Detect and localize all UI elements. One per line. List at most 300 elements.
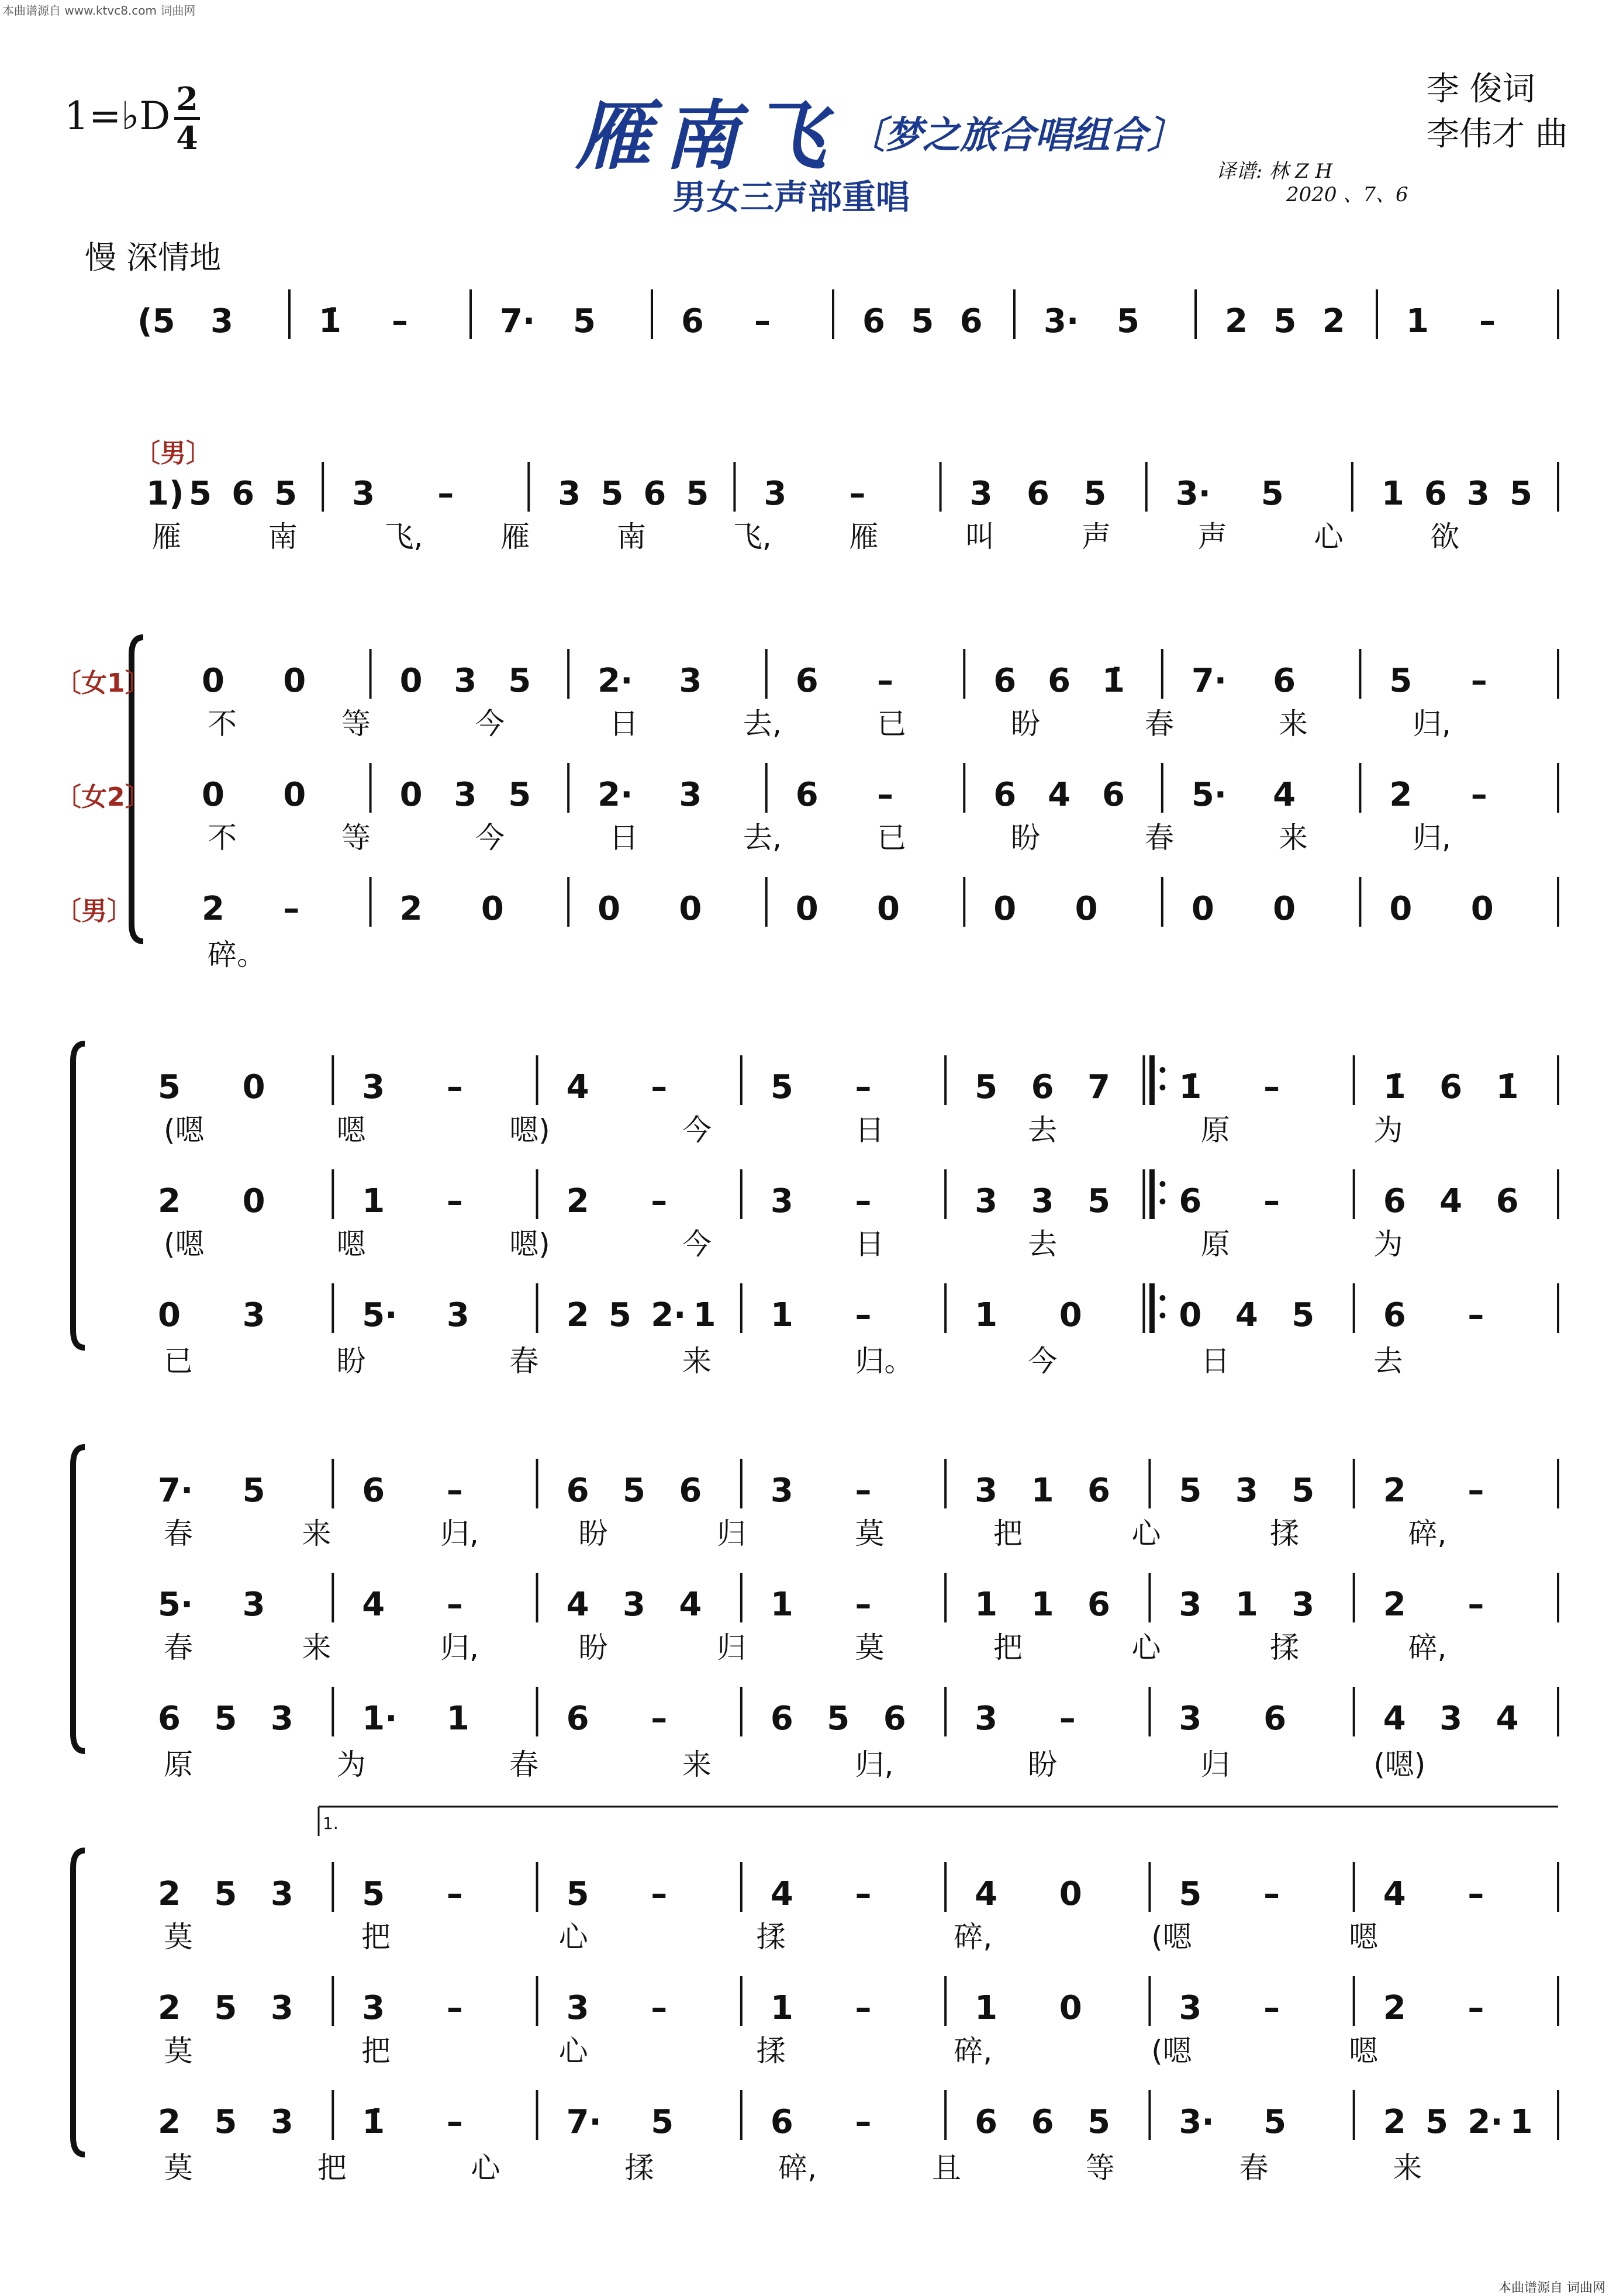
note: 5 bbox=[214, 2103, 237, 2141]
repeat-dot bbox=[1159, 1181, 1165, 1187]
lyric: 盼 bbox=[578, 1517, 608, 1551]
note: 6 bbox=[232, 475, 255, 513]
note: 3 bbox=[1466, 475, 1490, 513]
system-bracket bbox=[73, 1044, 85, 1348]
note: 2· bbox=[598, 776, 633, 814]
note: 2 bbox=[1389, 776, 1413, 814]
note: 2 bbox=[566, 1182, 589, 1220]
note: 5 bbox=[1292, 1296, 1315, 1334]
note: 4 bbox=[975, 1875, 998, 1913]
note: 1 bbox=[770, 1586, 793, 1624]
arrangement-subtitle: 男女三声部重唱 bbox=[672, 177, 910, 217]
lyric: 揉 bbox=[756, 2034, 786, 2068]
note: 1̇ bbox=[1102, 662, 1125, 700]
note: 5 bbox=[1179, 1875, 1202, 1913]
lyric: 揉 bbox=[1270, 1631, 1299, 1665]
repeat-dot bbox=[1159, 1085, 1165, 1090]
transcription-date: 2020 、7、6 bbox=[1286, 183, 1408, 206]
lyric: 日 bbox=[855, 1113, 885, 1147]
note: – bbox=[849, 475, 866, 513]
lyric: 把 bbox=[317, 2151, 347, 2185]
note: – bbox=[446, 1472, 463, 1510]
lyric: 盼 bbox=[1011, 821, 1040, 855]
note: 3 bbox=[623, 1586, 645, 1624]
lyric: 揉 bbox=[1270, 1517, 1299, 1551]
note: 5 bbox=[600, 475, 624, 513]
note: 0 bbox=[679, 890, 702, 928]
note: – bbox=[1467, 1989, 1484, 2027]
system-bracket bbox=[73, 1447, 85, 1751]
note: 3 bbox=[210, 302, 233, 340]
note: 5 bbox=[1273, 302, 1297, 340]
lyric: 归, bbox=[440, 1517, 479, 1551]
note: 6 bbox=[158, 1700, 181, 1738]
lyric: 日 bbox=[855, 1227, 885, 1261]
note: 6 bbox=[770, 1700, 793, 1738]
lyric: 把 bbox=[993, 1517, 1023, 1551]
note: 0 bbox=[202, 662, 225, 700]
note: 1̇ bbox=[362, 2103, 385, 2141]
note: 1 bbox=[446, 1700, 469, 1738]
lyric: 去, bbox=[743, 821, 782, 855]
note: 1̇ bbox=[1496, 1068, 1519, 1106]
note: 1 bbox=[1510, 2103, 1533, 2141]
note: 6 bbox=[795, 662, 819, 700]
lyric: 春 bbox=[1239, 2151, 1269, 2185]
lyric: 春 bbox=[509, 1344, 539, 1378]
note: 3· bbox=[1175, 475, 1211, 513]
lyric: 原 bbox=[1200, 1113, 1230, 1147]
note: 4 bbox=[770, 1875, 793, 1913]
lyric: 嗯 bbox=[1349, 2034, 1379, 2068]
lyric: 嗯) bbox=[509, 1113, 550, 1147]
note: 6 bbox=[975, 2103, 998, 2141]
note: 0 bbox=[598, 890, 621, 928]
lyric: 碎。 bbox=[208, 938, 266, 972]
note: – bbox=[651, 1182, 668, 1220]
note: 5 bbox=[1509, 475, 1532, 513]
lyric: 等 bbox=[1085, 2151, 1115, 2185]
note: – bbox=[855, 1586, 872, 1624]
note: 6 bbox=[679, 1472, 702, 1510]
note: 2 bbox=[1322, 302, 1345, 340]
note: 3 bbox=[679, 776, 702, 814]
note: 5 bbox=[770, 1068, 793, 1106]
note: 6 bbox=[681, 302, 704, 340]
note: 0 bbox=[399, 662, 423, 700]
note: 5 bbox=[573, 302, 596, 340]
lyric: 日 bbox=[609, 821, 638, 855]
note: – bbox=[446, 1068, 463, 1106]
note: 3 bbox=[764, 475, 787, 513]
note: 0 bbox=[1470, 890, 1494, 928]
note: – bbox=[446, 1989, 463, 2027]
footer-note: 本曲谱源自 词曲网 bbox=[1498, 2281, 1605, 2295]
lyric: 为 bbox=[1373, 1227, 1403, 1261]
note: 3 bbox=[1439, 1700, 1463, 1738]
note: 4 bbox=[1235, 1296, 1258, 1334]
lyric: 飞, bbox=[733, 520, 772, 554]
note: 5 bbox=[1083, 475, 1107, 513]
song-title: 雁南飞 bbox=[576, 93, 840, 180]
performer-group: 〔梦之旅合唱组合〕 bbox=[848, 114, 1185, 157]
lyric: 今 bbox=[682, 1113, 712, 1147]
note: 6 bbox=[993, 662, 1017, 700]
note: 2 bbox=[158, 1182, 181, 1220]
lyric: 来 bbox=[1279, 707, 1308, 741]
composer-credit: 李伟才 曲 bbox=[1427, 115, 1568, 153]
lyric: 来 bbox=[1393, 2151, 1422, 2185]
note: – bbox=[877, 662, 893, 700]
lyric: 等 bbox=[341, 707, 371, 741]
note: 6 bbox=[1087, 1472, 1110, 1510]
note: – bbox=[1263, 1989, 1280, 2027]
note: – bbox=[754, 302, 771, 340]
lyric: 春 bbox=[164, 1631, 193, 1665]
lyric: 今 bbox=[475, 821, 505, 855]
lyric: 把 bbox=[361, 1920, 391, 1954]
note: – bbox=[651, 1700, 668, 1738]
note: 3 bbox=[1235, 1472, 1258, 1510]
note: 1̇ bbox=[1179, 1068, 1202, 1106]
note: 4 bbox=[566, 1586, 589, 1624]
repeat-dot bbox=[1159, 1067, 1165, 1073]
note: 3 bbox=[270, 1989, 293, 2027]
note: 6 bbox=[1263, 1700, 1287, 1738]
note: – bbox=[651, 1068, 668, 1106]
lyric: 春 bbox=[509, 1748, 539, 1781]
header-note: 本曲谱源自 www.ktvc8.com 词曲网 bbox=[2, 4, 196, 18]
note: 3 bbox=[558, 475, 581, 513]
note: 0 bbox=[158, 1296, 181, 1334]
note: – bbox=[1467, 1875, 1484, 1913]
note: 5 bbox=[566, 1875, 589, 1913]
transcriber-credit: 译谱: 林 Z H bbox=[1216, 160, 1333, 183]
note: 5 bbox=[158, 1068, 181, 1106]
note: – bbox=[855, 1068, 872, 1106]
note: 4 bbox=[1439, 1182, 1463, 1220]
note: 3 bbox=[975, 1182, 998, 1220]
note: 6 bbox=[770, 2103, 793, 2141]
lyric: 归, bbox=[1413, 707, 1451, 741]
note: 5 bbox=[608, 1296, 631, 1334]
note: 1 bbox=[975, 1586, 998, 1624]
note: 0 bbox=[1191, 890, 1214, 928]
note: 0 bbox=[283, 662, 306, 700]
note: 2 bbox=[158, 2103, 181, 2141]
lyric: 碎, bbox=[1408, 1631, 1447, 1665]
note: – bbox=[651, 1875, 668, 1913]
note: 6 bbox=[643, 475, 667, 513]
lyric: 来 bbox=[682, 1344, 712, 1378]
note: (5 bbox=[137, 302, 175, 340]
note: 0 bbox=[242, 1068, 265, 1106]
note: 3· bbox=[1044, 302, 1079, 340]
note: 1 bbox=[975, 1989, 998, 2027]
note: 6 bbox=[566, 1472, 589, 1510]
note: 3 bbox=[975, 1472, 998, 1510]
lyric: 今 bbox=[1028, 1344, 1058, 1378]
note: 1 bbox=[1031, 1586, 1054, 1624]
note: 1 bbox=[362, 1182, 385, 1220]
note: 4 bbox=[1496, 1700, 1519, 1738]
note: – bbox=[392, 302, 408, 340]
lyric: 原 bbox=[164, 1748, 193, 1781]
note: – bbox=[1467, 1296, 1484, 1334]
lyric: 盼 bbox=[1011, 707, 1040, 741]
note: 7· bbox=[566, 2103, 602, 2141]
lyric: 嗯 bbox=[336, 1227, 366, 1261]
note: 4 bbox=[1383, 1875, 1406, 1913]
note: 1) bbox=[146, 475, 184, 513]
note: 0 bbox=[202, 776, 225, 814]
note: 5 bbox=[214, 1875, 237, 1913]
note: 0 bbox=[1059, 1875, 1082, 1913]
note: – bbox=[1467, 1472, 1484, 1510]
note: 5 bbox=[508, 662, 531, 700]
lyric: 盼 bbox=[1028, 1748, 1058, 1781]
note: 6 bbox=[1087, 1586, 1110, 1624]
lyric: 心 bbox=[1131, 1517, 1161, 1551]
voice-label: 〔男〕 bbox=[56, 896, 133, 926]
lyric: 把 bbox=[361, 2034, 391, 2068]
score-layer bbox=[56, 289, 1558, 2185]
note: 0 bbox=[1389, 890, 1413, 928]
note: 2· bbox=[1467, 2103, 1503, 2141]
note: 2 bbox=[158, 1989, 181, 2027]
note: 0 bbox=[877, 890, 900, 928]
note: 6 bbox=[362, 1472, 385, 1510]
note: – bbox=[855, 1989, 872, 2027]
lyric: 莫 bbox=[164, 2034, 193, 2068]
note: 3· bbox=[1179, 2103, 1214, 2141]
system-bracket bbox=[73, 1850, 85, 2155]
note: 3 bbox=[770, 1182, 793, 1220]
note: 5 bbox=[189, 475, 212, 513]
lyric: 归, bbox=[1413, 821, 1451, 855]
repeat-dot bbox=[1159, 1295, 1165, 1301]
note: 3 bbox=[969, 475, 993, 513]
note: 5 bbox=[651, 2103, 674, 2141]
lyric: 莫 bbox=[855, 1517, 885, 1551]
note: 3 bbox=[679, 662, 702, 700]
note: – bbox=[1467, 1586, 1484, 1624]
note: – bbox=[651, 1989, 668, 2027]
lyric: 去 bbox=[1028, 1113, 1058, 1147]
note: 5 bbox=[274, 475, 298, 513]
note: 6 bbox=[566, 1700, 589, 1738]
lyric: 欲 bbox=[1430, 520, 1460, 554]
lyric: 声 bbox=[1197, 520, 1227, 554]
note: 5 bbox=[911, 302, 934, 340]
note: 5 bbox=[827, 1700, 850, 1738]
lyric: 嗯) bbox=[509, 1227, 550, 1261]
note: 6 bbox=[1383, 1182, 1406, 1220]
note: 6 bbox=[1496, 1182, 1519, 1220]
note: 5 bbox=[362, 1875, 385, 1913]
volta-label: 1. bbox=[323, 1814, 339, 1833]
lyric: (嗯 bbox=[1151, 2034, 1192, 2068]
note: 4 bbox=[566, 1068, 589, 1106]
note: 6 bbox=[862, 302, 885, 340]
voice-label: 〔女1〕 bbox=[56, 668, 151, 698]
note: 1 bbox=[693, 1296, 716, 1334]
note: 3 bbox=[270, 2103, 293, 2141]
note: 6 bbox=[993, 776, 1017, 814]
note: – bbox=[1263, 1182, 1280, 1220]
lyric: 春 bbox=[1145, 821, 1174, 855]
note: – bbox=[855, 1182, 872, 1220]
lyric: 来 bbox=[1279, 821, 1308, 855]
note: 3 bbox=[770, 1472, 793, 1510]
note: 3 bbox=[352, 475, 375, 513]
lyric: 去 bbox=[1373, 1344, 1403, 1378]
note: – bbox=[446, 1182, 463, 1220]
note: 5 bbox=[1261, 475, 1284, 513]
note: 2 bbox=[399, 890, 423, 928]
note: 5· bbox=[362, 1296, 398, 1334]
tempo-marking: 慢 深情地 bbox=[85, 239, 222, 276]
lyric: (嗯 bbox=[1151, 1920, 1192, 1954]
note: 5 bbox=[214, 1989, 237, 2027]
note: – bbox=[855, 2103, 872, 2141]
lyric: 雁 bbox=[152, 520, 181, 554]
lyric: (嗯 bbox=[164, 1113, 205, 1147]
note: – bbox=[446, 1875, 463, 1913]
note: 6 bbox=[883, 1700, 906, 1738]
repeat-dot bbox=[1159, 1199, 1165, 1204]
lyric: 碎, bbox=[954, 2034, 993, 2068]
lyric: 等 bbox=[341, 821, 371, 855]
lyric: 已 bbox=[164, 1344, 193, 1378]
voice-label: 〔女2〕 bbox=[56, 782, 151, 812]
lyric: 不 bbox=[208, 821, 237, 855]
note: 6 bbox=[1026, 475, 1049, 513]
note: 5 bbox=[1087, 1182, 1110, 1220]
note: 0 bbox=[1059, 1989, 1082, 2027]
lyric: 碎, bbox=[778, 2151, 817, 2185]
note: 6 bbox=[1424, 475, 1447, 513]
note: 6 bbox=[1383, 1296, 1406, 1334]
lyric: 为 bbox=[336, 1748, 366, 1781]
note: 5 bbox=[242, 1472, 265, 1510]
note: – bbox=[437, 475, 454, 513]
note: 6 bbox=[1102, 776, 1125, 814]
note: 7 bbox=[1087, 1068, 1110, 1106]
note: – bbox=[1470, 662, 1487, 700]
note: 0 bbox=[481, 890, 504, 928]
note: – bbox=[1059, 1700, 1076, 1738]
note: 3 bbox=[362, 1989, 385, 2027]
lyric: 归, bbox=[440, 1631, 479, 1665]
lyric: 今 bbox=[475, 707, 505, 741]
note: 5 bbox=[1117, 302, 1139, 340]
note: 0 bbox=[242, 1182, 265, 1220]
note: 3 bbox=[1292, 1586, 1315, 1624]
note: 2· bbox=[651, 1296, 686, 1334]
note: 7· bbox=[1191, 662, 1227, 700]
lyric: 不 bbox=[208, 707, 237, 741]
note: 5 bbox=[623, 1472, 645, 1510]
meter-bottom: 4 bbox=[176, 119, 198, 157]
note: 3 bbox=[1179, 1989, 1202, 2027]
note: – bbox=[1263, 1875, 1280, 1913]
note: 3 bbox=[362, 1068, 385, 1106]
note: 1 bbox=[1235, 1586, 1258, 1624]
note: – bbox=[446, 2103, 463, 2141]
lyric: 归, bbox=[855, 1748, 894, 1781]
lyric: 雁 bbox=[849, 520, 879, 554]
note: 5 bbox=[1263, 2103, 1287, 2141]
lyric: 去 bbox=[1028, 1227, 1058, 1261]
note: 3 bbox=[454, 776, 477, 814]
note: 6 bbox=[959, 302, 983, 340]
lyric: 今 bbox=[682, 1227, 712, 1261]
note: 3 bbox=[270, 1700, 293, 1738]
note: 5· bbox=[1191, 776, 1227, 814]
note: 5 bbox=[975, 1068, 998, 1106]
note: 4 bbox=[362, 1586, 385, 1624]
lyric: 心 bbox=[558, 2034, 588, 2068]
note: 1 bbox=[1406, 302, 1429, 340]
lyric: (嗯) bbox=[1373, 1748, 1426, 1781]
lyricist-credit: 李 俊词 bbox=[1427, 70, 1535, 108]
note: 0 bbox=[795, 890, 819, 928]
note: 4 bbox=[1273, 776, 1296, 814]
note: 0 bbox=[1075, 890, 1098, 928]
lyric: 原 bbox=[1200, 1227, 1230, 1261]
lyric: 嗯 bbox=[336, 1113, 366, 1147]
note: 5 bbox=[214, 1700, 237, 1738]
lyric: 心 bbox=[1314, 520, 1344, 554]
note: 3 bbox=[242, 1296, 265, 1334]
note: 5 bbox=[686, 475, 709, 513]
note: 3 bbox=[1179, 1700, 1202, 1738]
lyric: 归 bbox=[717, 1631, 746, 1665]
lyric: 莫 bbox=[855, 1631, 885, 1665]
note: 2 bbox=[1383, 2103, 1406, 2141]
note: 0 bbox=[1059, 1296, 1082, 1334]
lyric: 归 bbox=[1200, 1748, 1230, 1781]
lyric: 飞, bbox=[384, 520, 423, 554]
note: 1 bbox=[770, 1296, 793, 1334]
lyric: 归。 bbox=[855, 1344, 914, 1378]
lyric: 已 bbox=[877, 821, 906, 855]
note: 7· bbox=[500, 302, 536, 340]
note: 1 bbox=[1381, 475, 1404, 513]
lyric: 心 bbox=[471, 2151, 500, 2185]
lyric: 盼 bbox=[578, 1631, 608, 1665]
lyric: 日 bbox=[609, 707, 638, 741]
note: 3 bbox=[454, 662, 477, 700]
lyric: 归 bbox=[717, 1517, 746, 1551]
note: 2 bbox=[566, 1296, 589, 1334]
note: 5· bbox=[158, 1586, 194, 1624]
note: 0 bbox=[1273, 890, 1296, 928]
lyric: 叫 bbox=[965, 520, 995, 554]
note: 6 bbox=[1179, 1182, 1202, 1220]
note: 7· bbox=[158, 1472, 194, 1510]
note: 5 bbox=[1425, 2103, 1449, 2141]
note: 6 bbox=[1048, 662, 1071, 700]
lyric: 心 bbox=[1131, 1631, 1161, 1665]
note: 2 bbox=[1225, 302, 1248, 340]
lyric: 为 bbox=[1373, 1113, 1403, 1147]
note: – bbox=[283, 890, 300, 928]
note: 1 bbox=[1031, 1472, 1054, 1510]
lyric: 且 bbox=[931, 2151, 961, 2185]
lyric: 碎, bbox=[1408, 1517, 1447, 1551]
